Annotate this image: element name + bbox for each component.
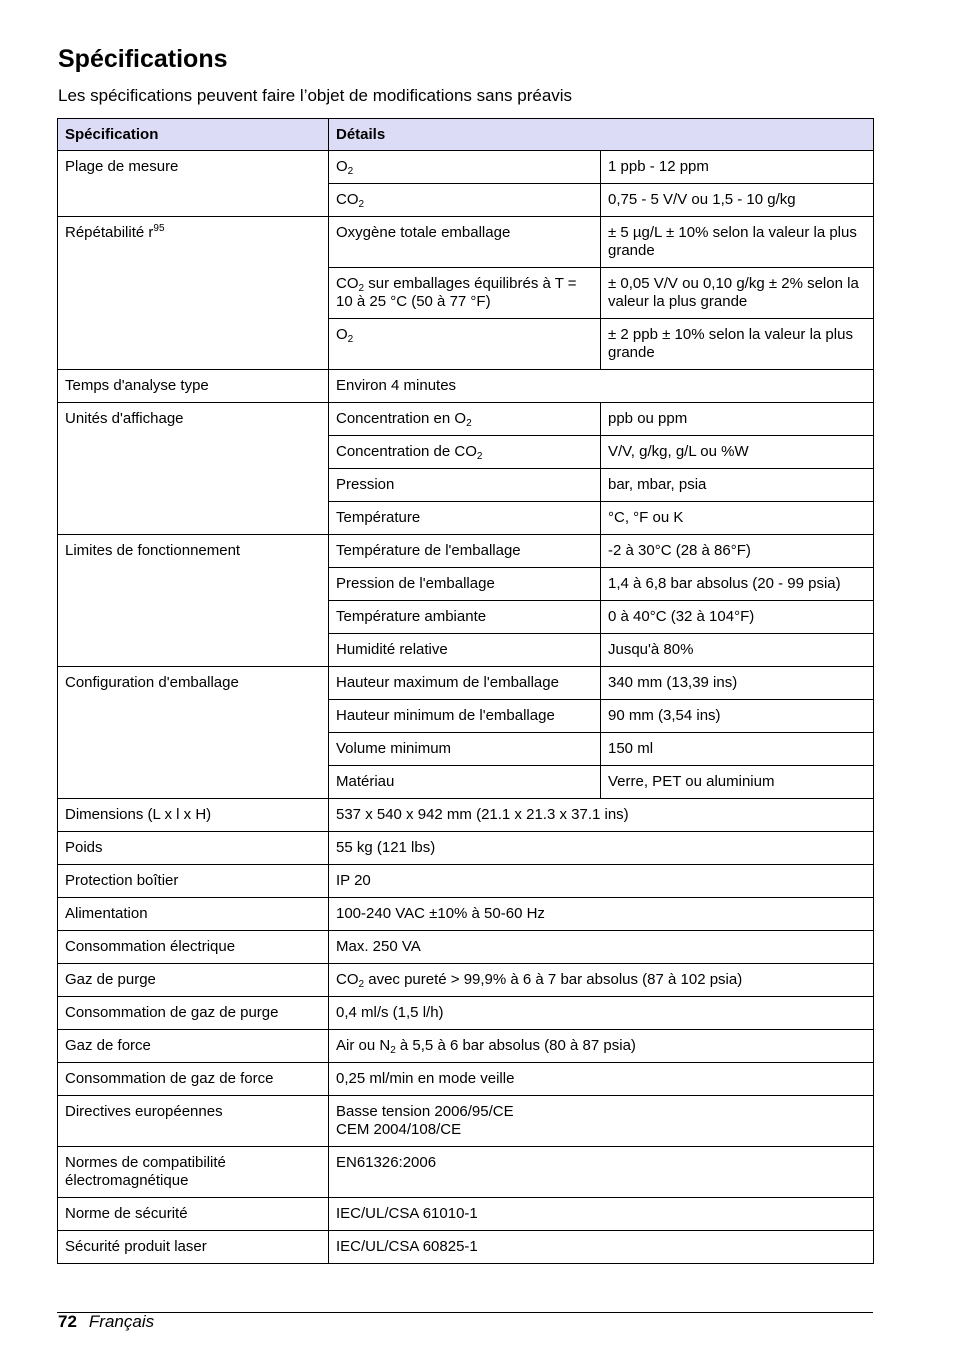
table-row <box>58 1147 874 1198</box>
header-details: Détails <box>329 119 874 151</box>
table-row <box>58 535 874 568</box>
detail-value: 90 mm (3,54 ins) <box>601 700 874 733</box>
detail-value: Verre, PET ou aluminium <box>601 766 874 799</box>
spec-label: Répétabilité $r^{95}$ <box>58 217 329 370</box>
detail-value: 340 mm (13,39 ins) <box>601 667 874 700</box>
spec-value: IP 20 <box>329 865 874 898</box>
spec-label: Consommation électrique <box>58 931 329 964</box>
detail-key: Hauteur maximum de l'emballage <box>329 667 601 700</box>
spec-label: Dimensions (L x l x H) <box>58 799 329 832</box>
spec-value: Environ 4 minutes <box>329 370 874 403</box>
table-row <box>58 1096 874 1147</box>
detail-key: Pression de l'emballage <box>329 568 601 601</box>
spec-label: Protection boîtier <box>58 865 329 898</box>
table-row <box>58 1063 874 1096</box>
detail-key: Oxygène totale emballage <box>329 217 601 268</box>
spec-label: Plage de mesure <box>58 151 329 217</box>
spec-label: Temps d'analyse type <box>58 370 329 403</box>
detail-value: 1 ppb - 12 ppm <box>601 151 874 184</box>
table-row <box>58 1030 874 1063</box>
spec-label: Unités d'affichage <box>58 403 329 535</box>
detail-key: Température <box>329 502 601 535</box>
detail-key: $O_2$ <box>329 151 601 184</box>
table-row <box>58 898 874 931</box>
detail-value: 1,4 à 6,8 bar absolus (20 - 99 psia) <box>601 568 874 601</box>
spec-value: EN61326:2006 <box>329 1147 874 1198</box>
table-row <box>58 799 874 832</box>
spec-label: Configuration d'emballage <box>58 667 329 799</box>
spec-value: 0,25 ml/min en mode veille <box>329 1063 874 1096</box>
detail-key: Concentration en $O_2$ <box>329 403 601 436</box>
table-row <box>58 931 874 964</box>
page-title: Spécifications <box>58 45 228 73</box>
spec-label: Consommation de gaz de force <box>58 1063 329 1096</box>
spec-value: $CO_2$ avec pureté > 99,9% à 6 à 7 bar absolus (87 à 102 psia) <box>329 964 874 997</box>
detail-key: Température de l'emballage <box>329 535 601 568</box>
spec-value: Max. 250 VA <box>329 931 874 964</box>
table-row <box>58 151 874 184</box>
table-row <box>58 997 874 1030</box>
intro-text: Les spécifications peuvent faire l’objet de modifications sans préavis <box>58 86 573 105</box>
page-footer <box>58 1312 154 1332</box>
detail-value: ± 0,05 V/V ou 0,10 g/kg ± 2% selon la valeur la plus grande <box>601 268 874 319</box>
spec-label: Gaz de purge <box>58 964 329 997</box>
detail-key: Hauteur minimum de l'emballage <box>329 700 601 733</box>
specifications-table <box>57 118 874 1264</box>
table-header-row <box>58 119 874 151</box>
spec-label: Consommation de gaz de purge <box>58 997 329 1030</box>
detail-key: $CO_2$ <box>329 184 601 217</box>
detail-key: Matériau <box>329 766 601 799</box>
detail-value: 0,75 - 5 V/V ou 1,5 - 10 g/kg <box>601 184 874 217</box>
detail-value: ppb ou ppm <box>601 403 874 436</box>
table-row <box>58 1198 874 1231</box>
spec-value: IEC/UL/CSA 60825-1 <box>329 1231 874 1264</box>
header-specification: Spécification <box>58 119 329 151</box>
table-row <box>58 370 874 403</box>
spec-label: Normes de compatibilité électromagnétique <box>58 1147 329 1198</box>
spec-label: Norme de sécurité <box>58 1198 329 1231</box>
spec-value: 537 x 540 x 942 mm (21.1 x 21.3 x 37.1 ins) <box>329 799 874 832</box>
detail-value: °C, °F ou K <box>601 502 874 535</box>
detail-value: ± 2 ppb ± 10% selon la valeur la plus grande <box>601 319 874 370</box>
spec-value: 100-240 VAC ±10% à 50-60 Hz <box>329 898 874 931</box>
spec-value: IEC/UL/CSA 61010-1 <box>329 1198 874 1231</box>
spec-value: Basse tension 2006/95/CE CEM 2004/108/CE <box>329 1096 874 1147</box>
spec-label: Directives européennes <box>58 1096 329 1147</box>
detail-key: Température ambiante <box>329 601 601 634</box>
detail-key: Humidité relative <box>329 634 601 667</box>
page-number: 72 <box>58 1312 77 1331</box>
spec-label: Sécurité produit laser <box>58 1231 329 1264</box>
detail-key: Pression <box>329 469 601 502</box>
table-row <box>58 403 874 436</box>
spec-label: Alimentation <box>58 898 329 931</box>
detail-value: V/V, g/kg, g/L ou %W <box>601 436 874 469</box>
table-row <box>58 1231 874 1264</box>
detail-value: ± 5 µg/L ± 10% selon la valeur la plus grande <box>601 217 874 268</box>
table-row <box>58 667 874 700</box>
detail-value: 150 ml <box>601 733 874 766</box>
table-row <box>58 832 874 865</box>
spec-value: 55 kg (121 lbs) <box>329 832 874 865</box>
footer-language: Français <box>88 1312 155 1331</box>
spec-label: Gaz de force <box>58 1030 329 1063</box>
detail-key: Volume minimum <box>329 733 601 766</box>
spec-value: 0,4 ml/s (1,5 l/h) <box>329 997 874 1030</box>
detail-key: $CO_2$ sur emballages équilibrés à T = 10 à 25 °C (50 à 77 °F) <box>329 268 601 319</box>
footer-divider <box>57 1312 873 1313</box>
table-row <box>58 865 874 898</box>
spec-label: Limites de fonctionnement <box>58 535 329 667</box>
spec-value: Air ou $N_2$ à 5,5 à 6 bar absolus (80 à 87 psia) <box>329 1030 874 1063</box>
detail-value: Jusqu'à 80% <box>601 634 874 667</box>
detail-key: Concentration de $CO_2$ <box>329 436 601 469</box>
detail-value: 0 à 40°C (32 à 104°F) <box>601 601 874 634</box>
detail-key: $O_2$ <box>329 319 601 370</box>
detail-value: -2 à 30°C (28 à 86°F) <box>601 535 874 568</box>
spec-label: Poids <box>58 832 329 865</box>
table-row <box>58 964 874 997</box>
table-row <box>58 217 874 268</box>
detail-value: bar, mbar, psia <box>601 469 874 502</box>
